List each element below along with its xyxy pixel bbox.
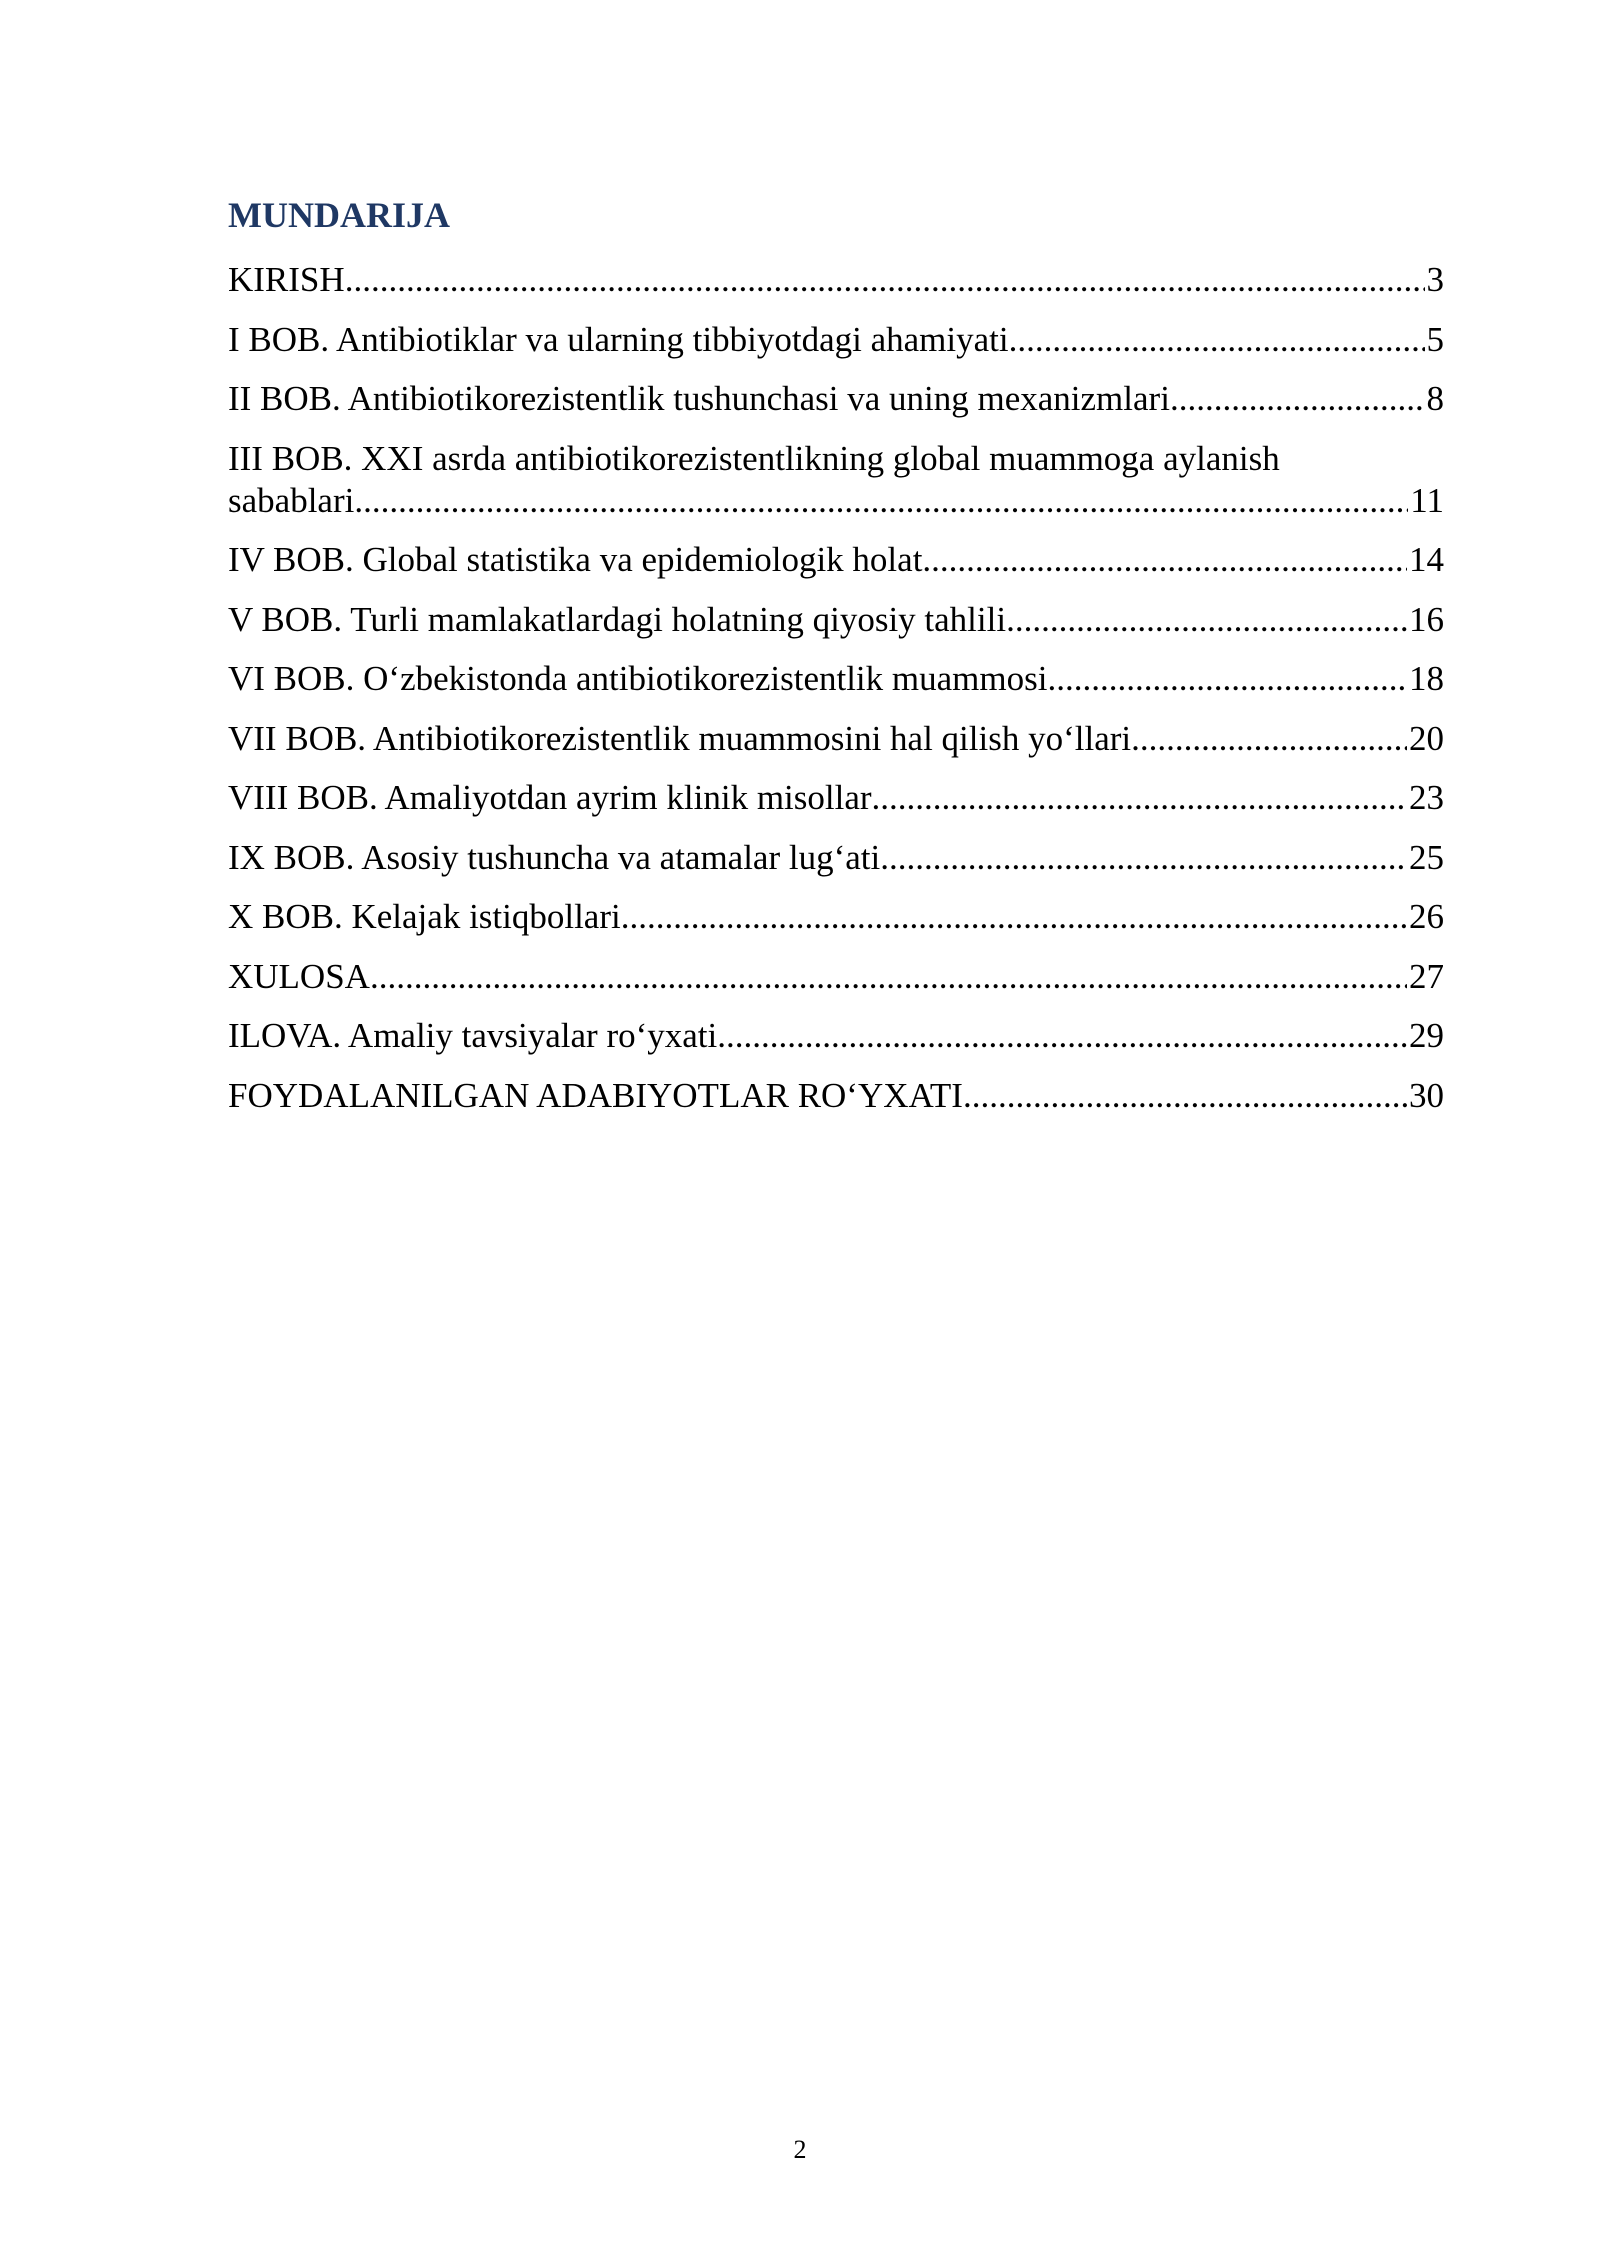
- toc-entry-page: 23: [1409, 778, 1444, 817]
- dot-leader: [1009, 319, 1425, 361]
- dot-leader: [1131, 718, 1407, 760]
- toc-entry-title-line1: III BOB. XXI asrda antibiotikorezistentlikning global muammoga aylanish: [228, 438, 1280, 478]
- toc-entry-page: 29: [1409, 1016, 1444, 1055]
- toc-entry-title: I BOB. Antibiotiklar va ularning tibbiyotdagi ahamiyati: [228, 319, 1009, 359]
- toc-entry-page: 27: [1409, 956, 1444, 996]
- toc-entry-chapter-7[interactable]: [228, 718, 1444, 760]
- dot-leader: [354, 480, 1408, 522]
- dot-leader: [872, 777, 1407, 819]
- toc-entry-page: 18: [1409, 659, 1444, 698]
- toc-entry-chapter-3[interactable]: [228, 438, 1444, 522]
- toc-entry-page: 14: [1409, 540, 1444, 579]
- toc-entry-chapter-1[interactable]: [228, 319, 1444, 361]
- dot-leader: [1047, 658, 1407, 700]
- toc-entry-kirish[interactable]: [228, 259, 1444, 301]
- toc-entry-page: 11: [1410, 480, 1444, 520]
- toc-entry-title: sabablari: [228, 480, 355, 520]
- toc-entry-chapter-2[interactable]: [228, 378, 1444, 420]
- toc-entry-title: KIRISH: [228, 260, 345, 299]
- toc-entry-chapter-9[interactable]: [228, 837, 1444, 879]
- toc-entry-title: VII BOB. Antibiotikorezistentlik muammosini hal qilish yo‘llari: [228, 718, 1132, 758]
- table-of-contents: [228, 259, 1444, 1134]
- toc-entry-page: 25: [1409, 837, 1444, 877]
- toc-entry-chapter-4[interactable]: [228, 539, 1444, 581]
- dot-leader: [963, 1075, 1407, 1117]
- toc-entry-title: VI BOB. O‘zbekistonda antibiotikorezistentlik muammosi: [228, 659, 1048, 698]
- toc-entry-title: X BOB. Kelajak istiqbollari: [228, 897, 621, 936]
- toc-entry-page: 30: [1409, 1075, 1444, 1115]
- dot-leader: [880, 837, 1407, 879]
- toc-heading: MUNDARIJA: [228, 195, 450, 235]
- toc-entry-title: ILOVA. Amaliy tavsiyalar ro‘yxati: [228, 1016, 718, 1055]
- toc-entry-page: 5: [1426, 319, 1444, 359]
- dot-leader: [1006, 599, 1407, 641]
- toc-entry-chapter-5[interactable]: [228, 599, 1444, 641]
- toc-entry-title: IV BOB. Global statistika va epidemiologik holat: [228, 540, 923, 579]
- toc-entry-xulosa[interactable]: [228, 956, 1444, 998]
- dot-leader: [621, 896, 1407, 938]
- toc-entry-title: II BOB. Antibiotikorezistentlik tushunchasi va uning mexanizmlari: [228, 379, 1170, 418]
- toc-entry-chapter-6[interactable]: [228, 658, 1444, 700]
- dot-leader: [922, 539, 1407, 581]
- toc-entry-title: V BOB. Turli mamlakatlardagi holatning qiyosiy tahlili: [228, 599, 1007, 639]
- toc-entry-title: XULOSA: [228, 956, 370, 996]
- toc-entry-page: 26: [1409, 897, 1444, 936]
- dot-leader: [345, 259, 1425, 301]
- page-number: 2: [793, 2135, 807, 2164]
- toc-entry-references[interactable]: [228, 1075, 1444, 1117]
- toc-entry-chapter-10[interactable]: [228, 896, 1444, 938]
- toc-entry-page: 8: [1426, 379, 1444, 418]
- toc-entry-page: 20: [1409, 718, 1444, 758]
- toc-entry-page: 3: [1426, 260, 1444, 299]
- toc-entry-title: FOYDALANILGAN ADABIYOTLAR RO‘YXATI: [228, 1075, 963, 1115]
- toc-entry-title: IX BOB. Asosiy tushuncha va atamalar lug‘ati: [228, 837, 881, 877]
- toc-entry-page: 16: [1409, 599, 1444, 639]
- toc-entry-ilova[interactable]: [228, 1015, 1444, 1057]
- dot-leader: [1170, 378, 1425, 420]
- dot-leader: [370, 956, 1407, 998]
- toc-entry-chapter-8[interactable]: [228, 777, 1444, 819]
- dot-leader: [717, 1015, 1407, 1057]
- toc-entry-title: VIII BOB. Amaliyotdan ayrim klinik misollar: [228, 778, 872, 817]
